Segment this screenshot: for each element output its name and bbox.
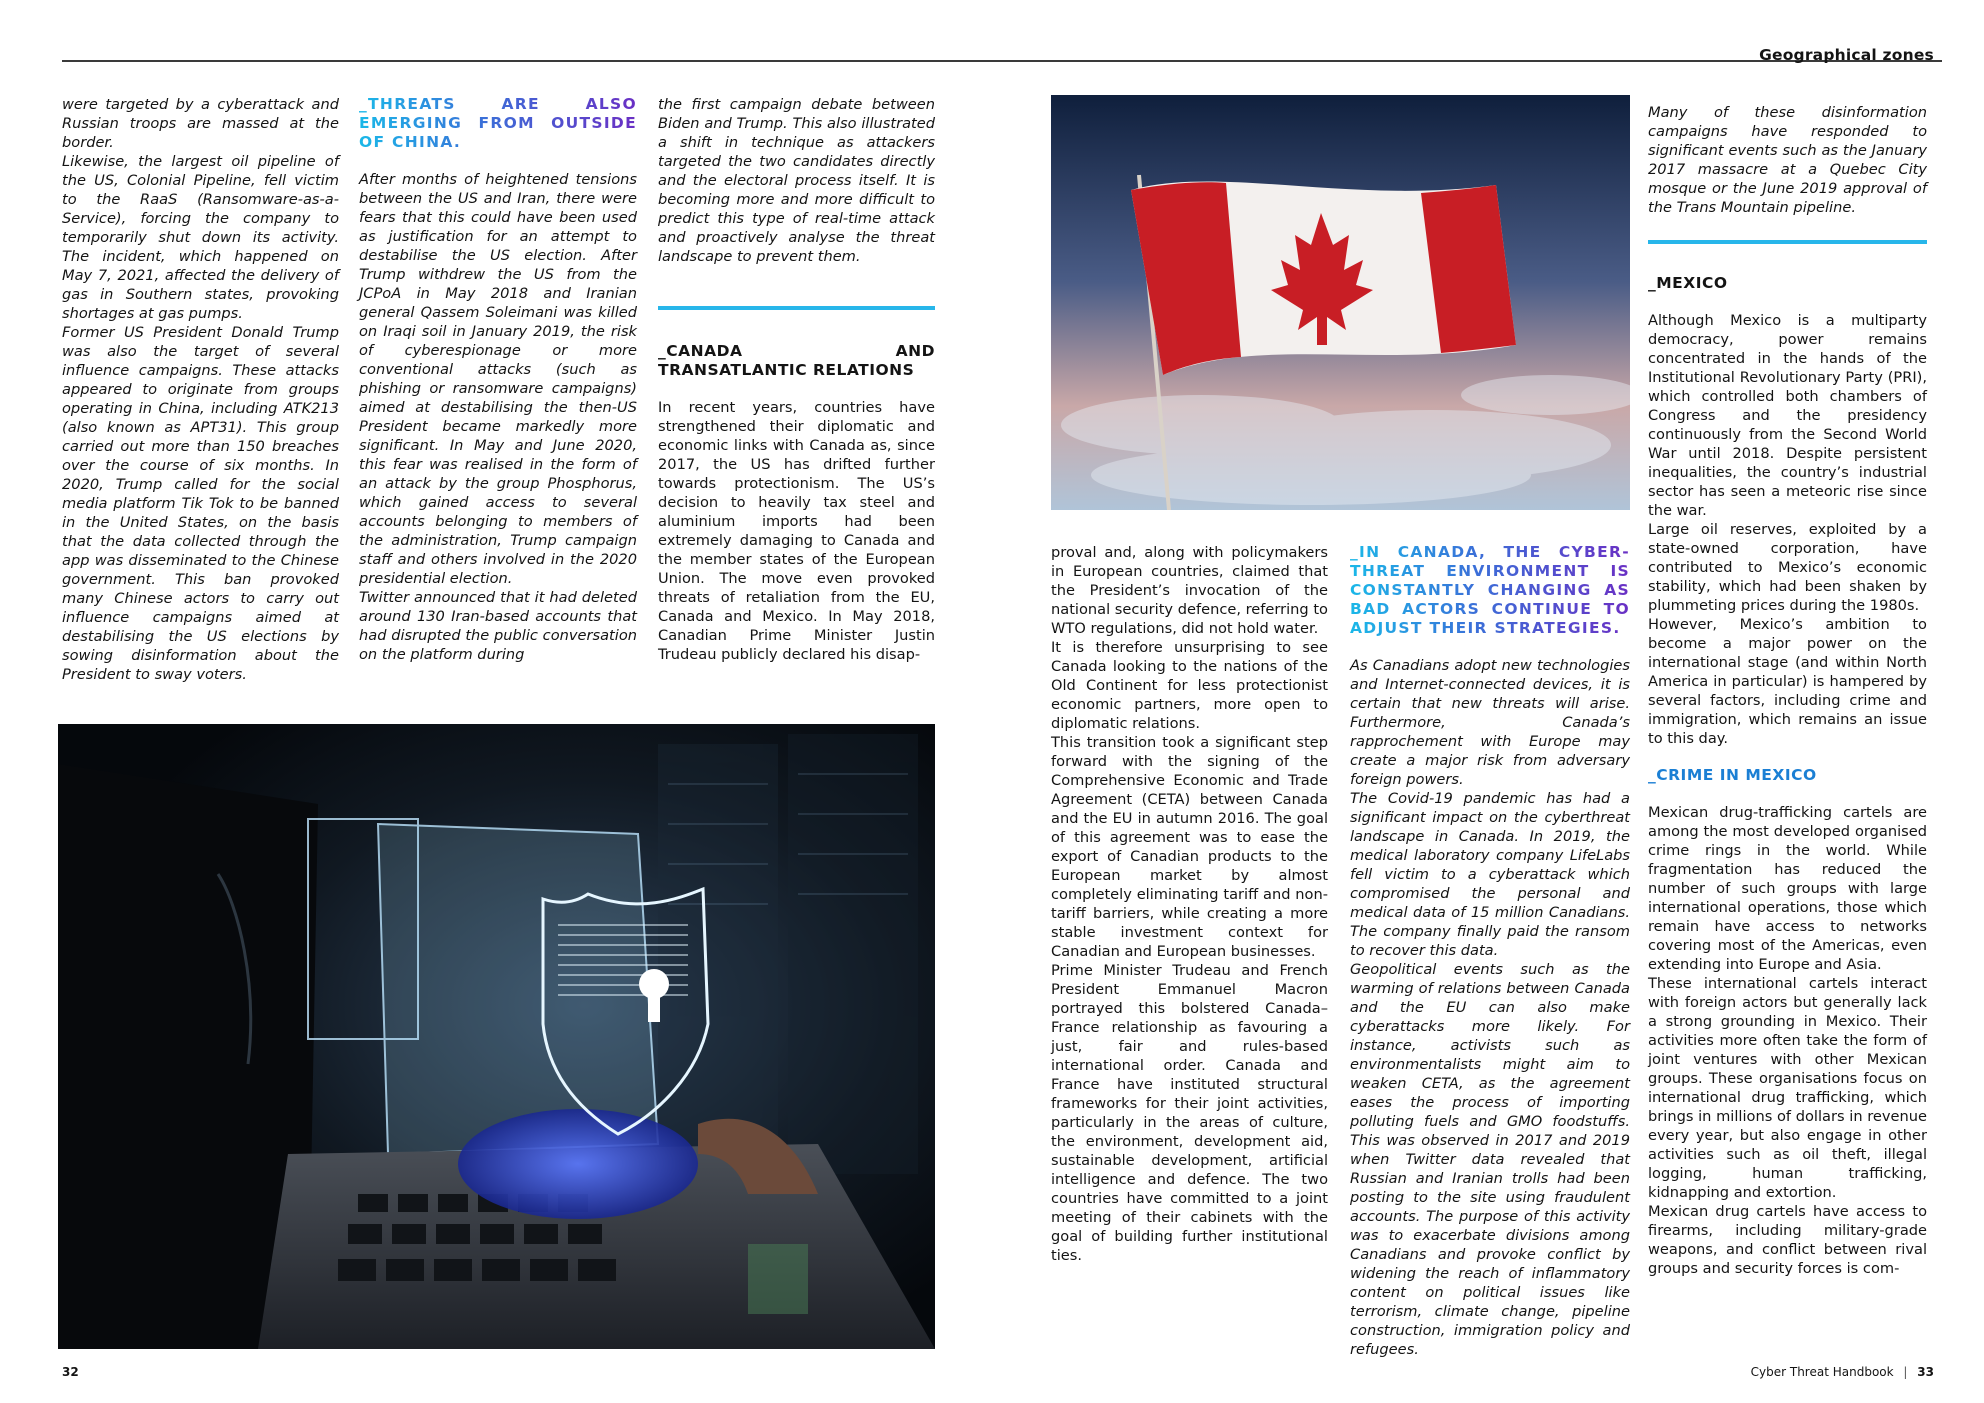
col5-paragraph-3: Geopolitical events such as the warming of relations between Canada and the EU can also make cyberattacks more likely. For instance, activists such as environmentalists might aim to weaken CETA, as the agreement eases the process of importing polluting fuels and GMO foodstuffs. This was observed in 2017 and 2019 when Twitter data revealed that Russian and Iranian trolls had been posting to the site using fraudulent accounts. The purpose of this activity was to exacerbate divisions among Canadians and provoke conflict by widening the reach of inflammatory content on political issues like terrorism, climate change, pipeline construction, immigration policy and refugees.	[1350, 961, 1630, 1358]
heading-mexico: _MEXICO	[1648, 274, 1728, 292]
column-3-lower	[658, 342, 935, 664]
col6-paragraph-0: Many of these disinformation campaigns have responded to significant events such as the January 2017 massacre at a Quebec City mosque or the June 2019 approval of the Trans Mountain pipeline.	[1648, 104, 1927, 216]
col4-paragraph-4: Prime Minister Trudeau and French President Emmanuel Macron portrayed this bolstered Canada–France relationship as favouring a just, fair and rules-based international order. Canada and France have instituted structural frameworks for their joint activities, particularly in the areas of culture, the environment, development aid, sustainable development, artificial intelligence and defence. The two countries have committed to a joint meeting of their cabinets with the goal of building further institutional ties.	[1051, 962, 1328, 1264]
heading-canada: _CANADA AND TRANSATLANTIC RELATIONS	[658, 342, 935, 379]
footer-right	[1751, 1365, 1934, 1379]
pull-quote-canada: _IN CANADA, THE CYBER-THREAT ENVIRONMENT IS CONSTANTLY CHANGING AS BAD ACTORS CONTINUE TO ADJUST THEIR STRATEGIES.	[1350, 543, 1630, 637]
col1-paragraph-2: Likewise, the largest oil pipeline of the US, Colonial Pipeline, fell victim to the RaaS (Ransomware-as-a-Service), forcing the company to temporarily shut down its activity. The incident, which happened on May 7, 2021, affected the delivery of gas in Southern states, provoking shortages at gas pumps.	[62, 153, 339, 322]
col6-paragraph-6: Mexican drug cartels have access to firearms, including military-grade weapons, and conflict between rival groups and security forces is com-	[1648, 1203, 1927, 1277]
col5-paragraph-1: As Canadians adopt new technologies and Internet-connected devices, it is certain that new threats will arise. Furthermore, Canada’s rapprochement with Europe may create a major risk from adversary foreign powers.	[1350, 657, 1630, 788]
col4-paragraph-3: This transition took a significant step forward with the signing of the Comprehensive Economic and Trade Agreement (CETA) between Canada and the EU in autumn 2016. The goal of this agreement was to ease the export of Canadian products to the European market by almost completely eliminating tariff and non-tariff barriers, while creating a more stable investment context for Canadian and European businesses.	[1051, 734, 1328, 960]
column-5	[1350, 543, 1630, 1359]
col2-paragraph-2: Twitter announced that it had deleted around 130 Iran-based accounts that had disrupted the public conversation on the platform during	[359, 589, 637, 663]
column-3	[658, 95, 935, 266]
col1-paragraph: were targeted by a cyberattack and Russian troops are massed at the border.	[62, 96, 339, 151]
col6-paragraph-5: These international cartels interact with foreign actors but generally lack a strong grounding in Mexico. Their activities more often take the form of joint ventures with other Mexican groups. These organisations focus on international drug trafficking, which brings in millions of dollars in revenue every year, but also engage in other activities such as oil theft, illegal logging, human trafficking, kidnapping and extortion.	[1648, 975, 1927, 1201]
pull-quote-china: _THREATS ARE ALSO EMERGING FROM OUTSIDE OF CHINA.	[359, 95, 637, 151]
col6-paragraph-2: Large oil reserves, exploited by a state-owned corporation, have contributed to Mexico’s economic stability, which had been shaken by plummeting prices during the 1980s.	[1648, 521, 1927, 614]
col6-paragraph-1: Although Mexico is a multiparty democracy, power remains concentrated in the hands of the Institutional Revolutionary Party (PRI), which controlled both chambers of Congress and the presidency continuously from the Second World War until 2018. Despite persistent inequalities, the country’s industrial sector has seen a meteoric rise since the war.	[1648, 312, 1927, 519]
canadian-flag-photo	[1051, 95, 1630, 510]
accent-rule-col6	[1648, 240, 1927, 244]
col3-paragraph-2: In recent years, countries have strengthened their diplomatic and economic links with Canada as, since 2017, the US has drifted further towards protectionism. The US’s decision to heavily tax steel and aluminium imports had been extremely damaging to Canada and the member states of the European Union. The move even provoked threats of retaliation from the EU, Canada and Mexico. In May 2018, Canadian Prime Minister Justin Trudeau publicly declared his disap-	[658, 399, 935, 663]
handbook-title: Cyber Threat Handbook	[1750, 1365, 1894, 1379]
col4-paragraph-1: proval and, along with policymakers in European countries, claimed that the President’s invocation of the national security defence, referring to WTO regulations, did not hold water.	[1051, 544, 1328, 637]
column-4	[1051, 543, 1328, 1265]
top-rule	[62, 60, 1942, 62]
laptop-cyber-shield-photo	[58, 724, 935, 1349]
page-number-left: 32	[62, 1365, 79, 1379]
column-6-lower	[1648, 274, 1927, 1278]
page-number-right: 33	[1917, 1365, 1934, 1379]
column-1	[62, 95, 339, 684]
accent-rule-col3	[658, 306, 935, 310]
col6-paragraph-3: However, Mexico’s ambition to become a major power on the international stage (and within North America in particular) is hampered by several factors, including crime and immigration, which remains an issue to this day.	[1648, 616, 1927, 747]
col6-paragraph-4: Mexican drug-trafficking cartels are among the most developed organised crime rings in the world. While fragmentation has reduced the number of such groups with large international operations, those which remain have access to networks covering most of the Americas, even extending into Europe and Asia.	[1648, 804, 1927, 973]
col5-paragraph-2: The Covid-19 pandemic has had a significant impact on the cyberthreat landscape in Canada. In 2019, the medical laboratory company LifeLabs fell victim to a cyberattack which compromised the personal and medical data of 15 million Canadians. The company finally paid the ransom to recover this data.	[1350, 790, 1630, 959]
col3-paragraph-1: the first campaign debate between Biden and Trump. This also illustrated a shift in technique as attackers targeted the two candidates directly and the electoral process itself. It is becoming more and more difficult to predict this type of real-time attack and proactively analyse the threat landscape to prevent them.	[658, 96, 935, 265]
heading-crime-in-mexico: _CRIME IN MEXICO	[1648, 766, 1817, 784]
col4-paragraph-2: It is therefore unsurprising to see Canada looking to the nations of the Old Continent for less protectionist economic partners, more open to diplomatic relations.	[1051, 639, 1328, 732]
laptop-cyber-shield-image	[58, 724, 935, 1349]
canadian-flag-image	[1051, 95, 1630, 510]
col1-paragraph-3: Former US President Donald Trump was also the target of several influence campaigns. These attacks appeared to originate from groups operating in China, including ATK213 (also known as APT31). This group carried out more than 150 breaches over the course of six months. In 2020, Trump called for the social media platform Tik Tok to be banned in the United States, on the basis that the data collected through the app was disseminated to the Chinese government. This ban provoked many Chinese actors to carry out influence campaigns aimed at destabilising the US elections by sowing disinformation about the President to sway voters.	[62, 324, 339, 683]
section-header: Geographical zones	[1759, 46, 1934, 64]
column-6	[1648, 103, 1927, 217]
footer-separator: |	[1903, 1365, 1908, 1379]
col2-paragraph-1: After months of heightened tensions between the US and Iran, there were fears that this could have been used as justification for an attempt to destabilise the US election. After Trump withdrew the US from the JCPoA in May 2018 and Iranian general Qassem Soleimani was killed on Iraqi soil in January 2019, the risk of cyberespionage or more conventional attacks (such as phishing or ransomware campaigns) aimed at destabilising the then-US President became markedly more significant. In May and June 2020, this fear was realised in the form of an attack by the group Phosphorus, which gained access to several accounts belonging to members of the administration, Trump campaign staff and others involved in the 2020 presidential election.	[359, 171, 637, 587]
column-2	[359, 95, 637, 664]
